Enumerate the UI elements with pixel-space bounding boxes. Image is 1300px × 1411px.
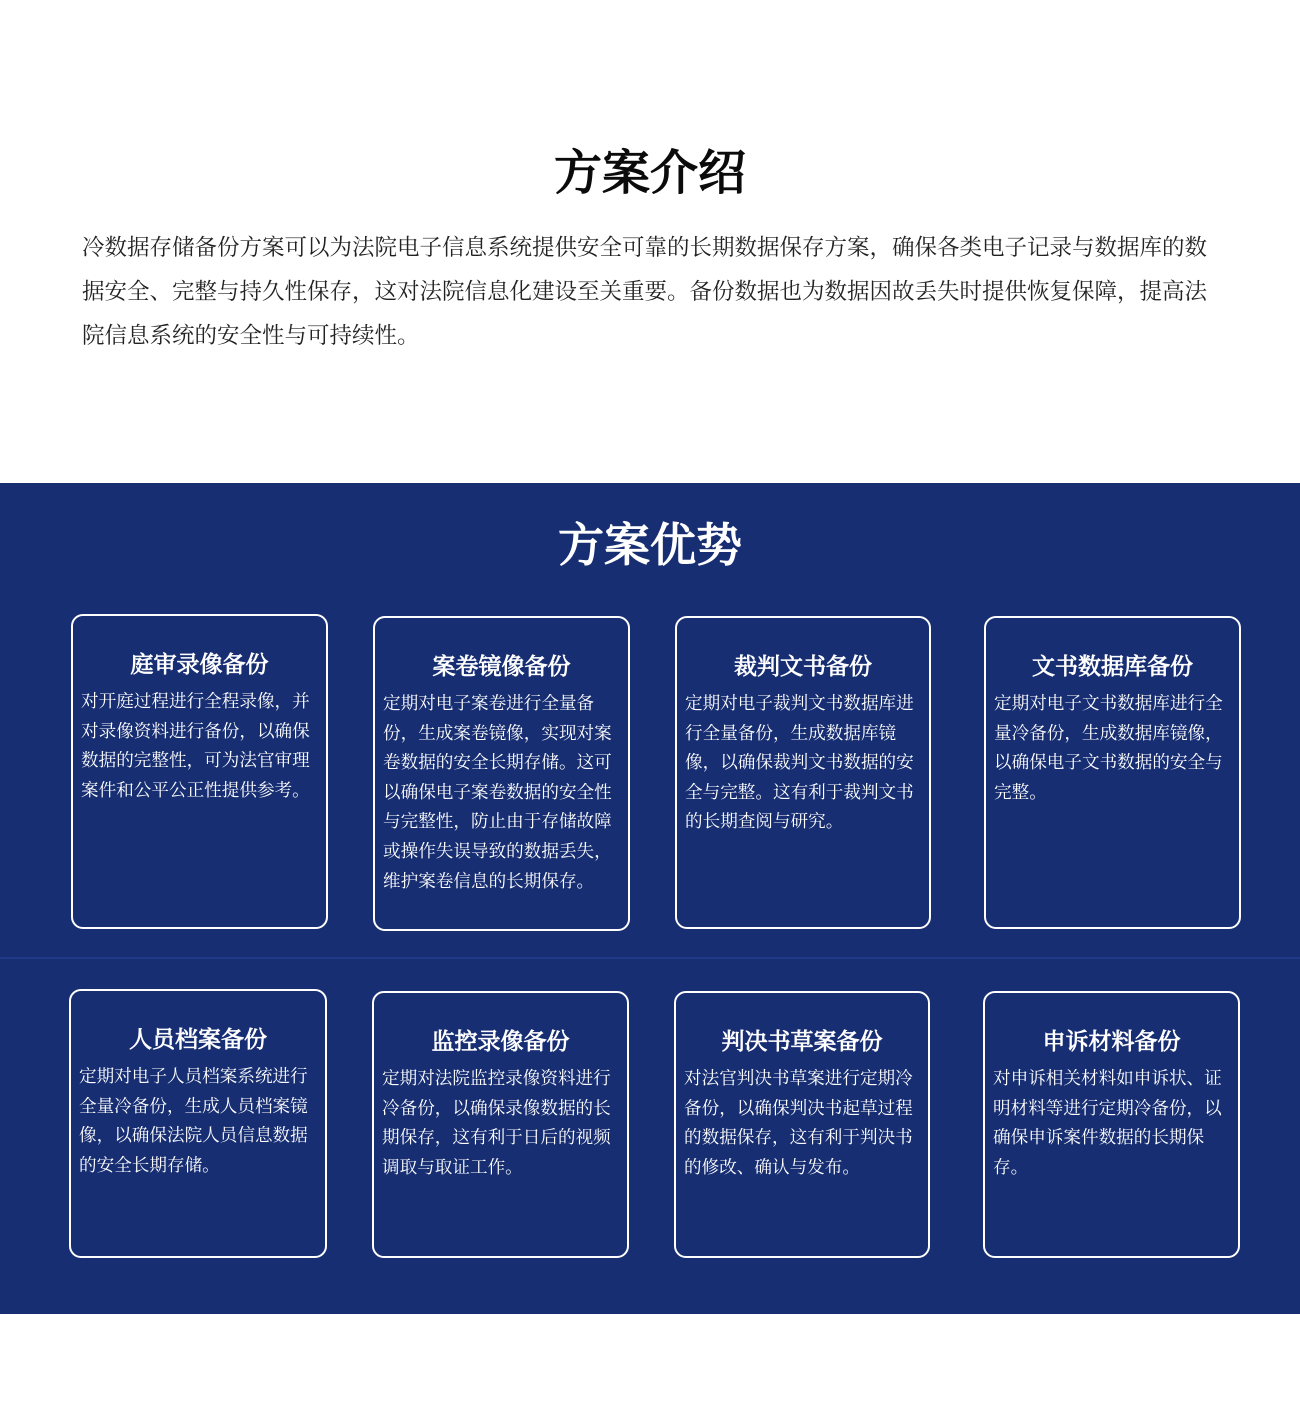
advantage-card-case-file-mirror: [373, 616, 630, 931]
advantage-card-judgment-documents: [675, 616, 931, 929]
card-title: 监控录像备份: [431, 1029, 570, 1055]
page-footer-space: [0, 1314, 1300, 1411]
card-title: 申诉材料备份: [1042, 1029, 1181, 1055]
card-title: 判决书草案备份: [721, 1029, 883, 1055]
row-divider: [0, 957, 1300, 959]
advantage-card-appeal-materials: [983, 991, 1240, 1258]
card-description: 对申诉相关材料如申诉状、证明材料等进行定期冷备份，以确保申诉案件数据的长期保存。: [993, 1069, 1222, 1178]
intro-section: [0, 0, 1300, 483]
advantage-card-personnel-archives: [69, 989, 327, 1258]
card-description: 定期对法院监控录像资料进行冷备份，以确保录像数据的长期保存，这有利于日后的视频调取与取证工作。: [382, 1069, 611, 1178]
card-title: 裁判文书备份: [734, 654, 872, 680]
advantages-section: [0, 483, 1300, 1314]
intro-title: 方案介绍: [553, 145, 746, 201]
card-title: 人员档案备份: [129, 1027, 267, 1053]
advantage-card-judgment-drafts: [674, 991, 930, 1258]
intro-description: 冷数据存储备份方案可以为法院电子信息系统提供安全可靠的长期数据保存方案，确保各类电子记录与数据库的数据安全、完整与持久性保存，这对法院信息化建设至关重要。备份数据也为数据因故丢失时提供恢复保障，提高法院信息系统的安全性与可持续性。: [82, 235, 1208, 349]
advantage-card-surveillance-video: [372, 991, 629, 1258]
card-description: 定期对电子案卷进行全量备份，生成案卷镜像，实现对案卷数据的安全长期存储。这可以确保电子案卷数据的安全性与完整性，防止由于存储故障或操作失误导致的数据丢失，维护案卷信息的长期保存。: [383, 694, 612, 892]
card-description: 定期对电子裁判文书数据库进行全量备份，生成数据库镜像，以确保裁判文书数据的安全与完整。这有利于裁判文书的长期查阅与研究。: [685, 694, 914, 833]
card-description: 定期对电子人员档案系统进行全量冷备份，生成人员档案镜像，以确保法院人员信息数据的安全长期存储。: [79, 1067, 308, 1176]
advantages-title: 方案优势: [558, 518, 742, 572]
card-description: 定期对电子文书数据库进行全量冷备份，生成数据库镜像，以确保电子文书数据的安全与完整。: [994, 694, 1223, 803]
card-description: 对法官判决书草案进行定期冷备份，以确保判决书起草过程的数据保存，这有利于判决书的修改、确认与发布。: [684, 1069, 913, 1178]
card-title: 文书数据库备份: [1032, 654, 1193, 680]
card-title: 案卷镜像备份: [432, 654, 571, 680]
card-title: 庭审录像备份: [130, 652, 269, 678]
advantage-card-document-database: [984, 616, 1241, 929]
card-description: 对开庭过程进行全程录像，并对录像资料进行备份，以确保数据的完整性，可为法官审理案件和公平公正性提供参考。: [81, 692, 310, 801]
advantage-card-court-video: [71, 614, 328, 929]
